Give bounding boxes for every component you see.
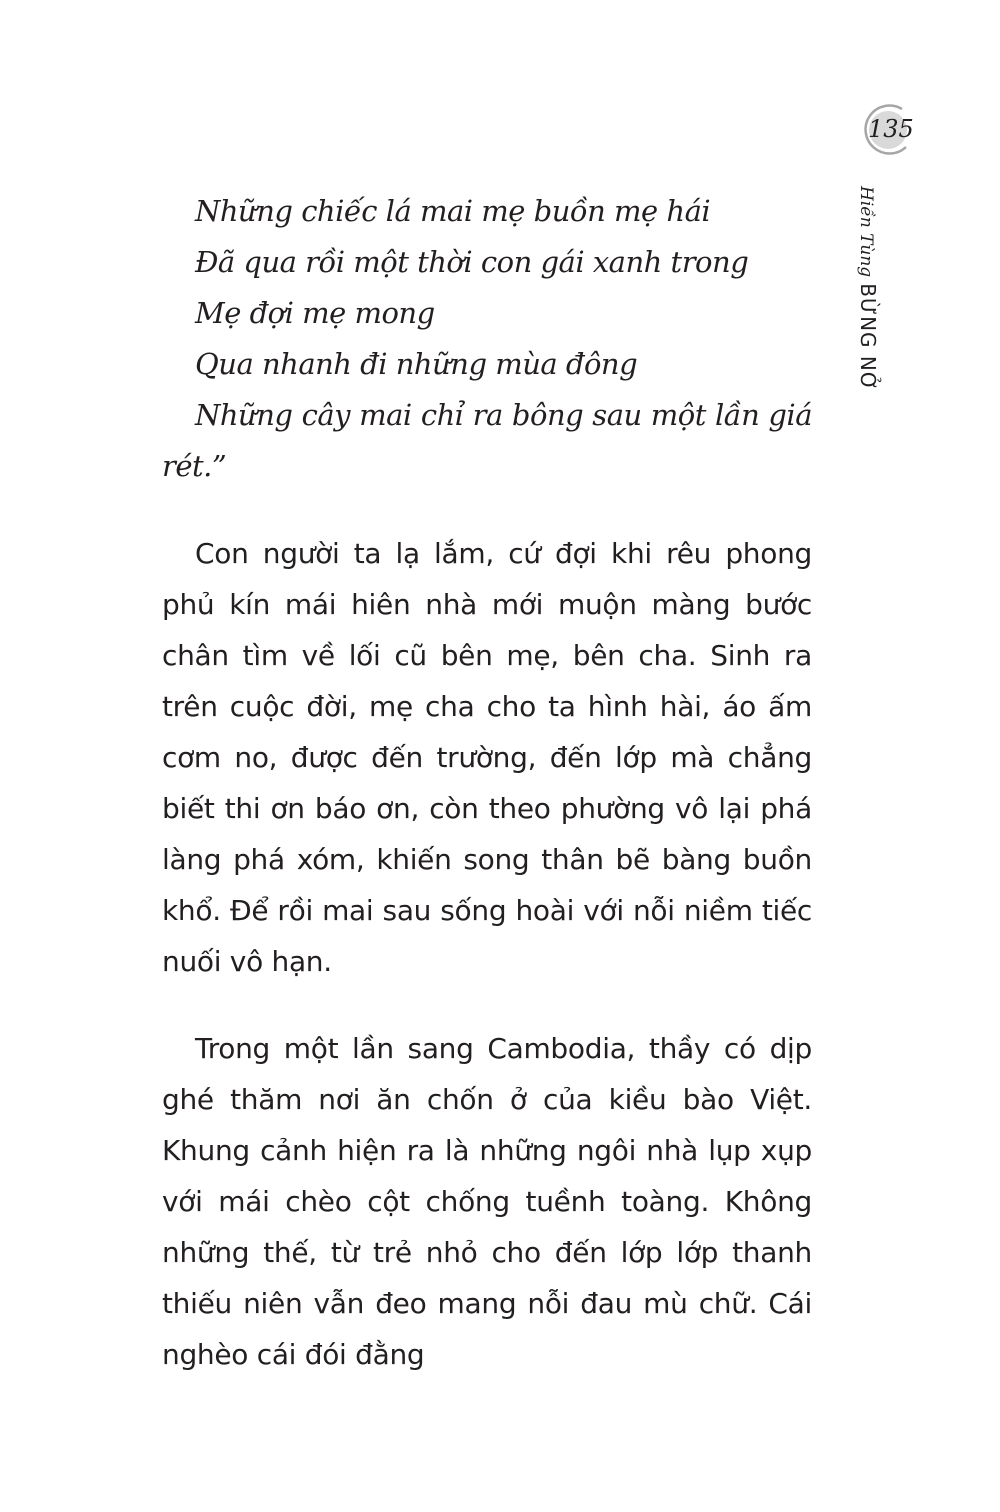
poem-line: rét.” — [162, 449, 227, 483]
running-header — [856, 186, 898, 392]
page-number: 135 — [868, 115, 914, 143]
poem-line: Mẹ đợi mẹ mong — [195, 296, 435, 330]
author-signature: Hiền Tùng — [856, 186, 876, 278]
book-title: BỪNG NỞ — [856, 283, 880, 392]
poem-line: Qua nhanh đi những mùa đông — [195, 347, 638, 381]
poem-stanza — [162, 186, 812, 492]
poem-line: Những chiếc lá mai mẹ buồn mẹ hái — [195, 194, 711, 228]
page-content — [162, 186, 812, 1380]
body-paragraph: Con người ta lạ lắm, cứ đợi khi rêu phong phủ kín mái hiên nhà mới muộn màng bước chân tìm về lối cũ bên mẹ, bên cha. Sinh ra trên cuộc đời, mẹ cha cho ta hình hài, áo ấm cơm no, được đến trường, đến lớp mà chẳng biết thi ơn báo ơn, còn theo phường vô lại phá làng phá xóm, khiến song thân bẽ bàng buồn khổ. Để rồi mai sau sống hoài với nỗi niềm tiếc nuối vô hạn. — [162, 537, 812, 978]
poem-line: Đã qua rồi một thời con gái xanh trong — [195, 245, 749, 279]
page-number-badge — [858, 103, 912, 157]
poem-line: Những cây mai chỉ ra bông sau một lần giá — [195, 398, 812, 432]
body-paragraph: Trong một lần sang Cambodia, thầy có dịp ghé thăm nơi ăn chốn ở của kiều bào Việt. Khung cảnh hiện ra là những ngôi nhà lụp xụp với mái chèo cột chống tuềnh toàng. Không những thế, từ trẻ nhỏ cho đến lớp lớp thanh thiếu niên vẫn đeo mang nỗi đau mù chữ. Cái nghèo cái đói đằng — [162, 1032, 812, 1371]
